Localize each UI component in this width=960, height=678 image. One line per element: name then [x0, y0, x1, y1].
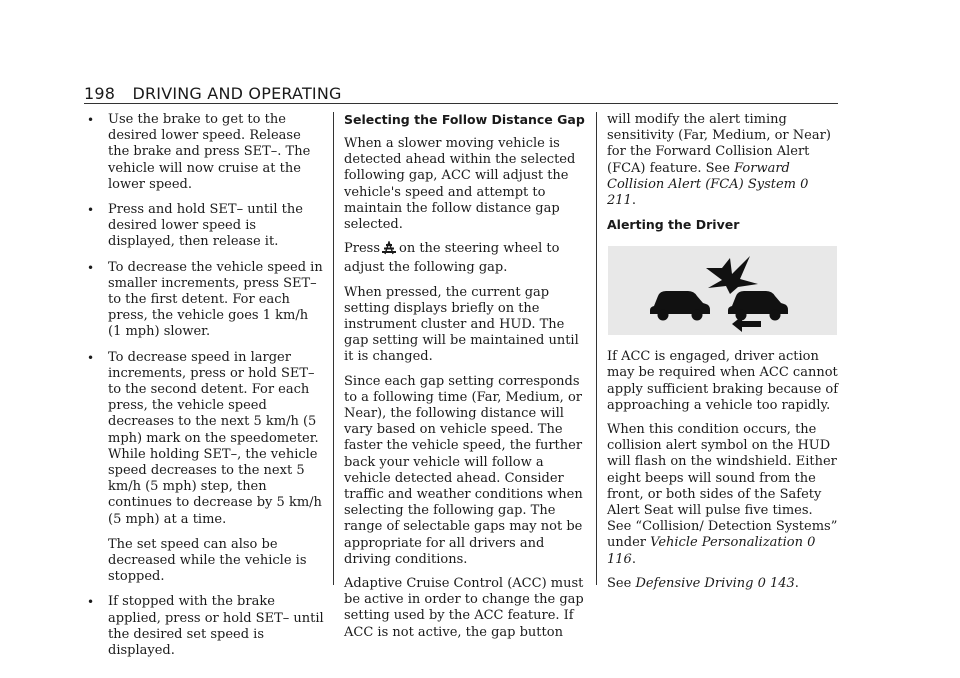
- bullet-icon: •: [87, 203, 95, 218]
- bullet-text: If stopped with the brake applied, press or hold SET– until the desired set speed is displayed.: [108, 594, 324, 659]
- paragraph-text: on the steering wheel to adjust the following gap.: [344, 241, 560, 276]
- paragraph: Adaptive Cruise Control (ACC) must be active in order to change the gap setting used by the ACC feature. If ACC is not active, the gap button: [344, 576, 584, 640]
- paragraph: See Defensive Driving 0 143.: [607, 575, 799, 591]
- bullet-icon: •: [87, 260, 95, 275]
- header-rule: [84, 103, 838, 104]
- page-header: [84, 84, 342, 103]
- bullet-item: [84, 202, 324, 251]
- following-gap-icon: [381, 241, 397, 260]
- paragraph: will modify the alert timing sensitivity (Far, Medium, or Near) for the Forward Collision Alert (FCA) feature. See Forward Collision Alert (FCA) System 0 211.: [607, 112, 831, 209]
- column-divider-2: [596, 112, 597, 585]
- cross-reference-link[interactable]: Defensive Driving: [635, 575, 754, 591]
- bullet-text: Use the brake to get to the desired lower speed. Release the brake and press SET–. The vehicle will now cruise at the lower speed.: [108, 112, 311, 192]
- bullet-item: [84, 112, 324, 193]
- collision-alert-icon: [608, 246, 837, 335]
- section-heading-alerting: Alerting the Driver: [607, 217, 740, 233]
- bullet-text: To decrease the vehicle speed in smaller increments, press SET– to the first detent. For each press, the vehicle goes 1 km/h (1 mph) slower.: [108, 259, 323, 340]
- section-heading-follow-gap: Selecting the Follow Distance Gap: [344, 112, 585, 127]
- section-title: DRIVING AND OPERATING: [132, 84, 342, 103]
- page-number: 198: [84, 84, 116, 103]
- column-divider-1: [333, 112, 334, 585]
- bullet-text: Press and hold SET– until the desired lower speed is displayed, then release it.: [108, 202, 303, 250]
- bullet-sub-paragraph: The set speed can also be decreased while the vehicle is stopped.: [108, 536, 307, 585]
- paragraph-text: Press: [344, 241, 380, 257]
- paragraph: [344, 241, 587, 276]
- bullet-text: To decrease speed in larger increments, press or hold SET– to the second detent. For each press, the vehicle speed decreases to the next 5 km/h (5 mph) mark on the speedometer. While holding SET–, the vehicle speed decreases to the next 5 km/h (5 mph) step, then continues to decrease by 5 km/h (5 mph) at a time.: [108, 349, 322, 527]
- bullet-item: [84, 350, 324, 528]
- bullet-item: [84, 594, 324, 659]
- page-reference[interactable]: 0 211: [607, 176, 809, 209]
- paragraph: When pressed, the current gap setting displays briefly on the instrument cluster and HUD. The gap setting will be maintained until it is changed.: [344, 284, 579, 365]
- paragraph: When a slower moving vehicle is detected ahead within the selected following gap, ACC will adjust the vehicle's speed and attempt to maintain the follow distance gap selected.: [344, 136, 576, 233]
- bullet-icon: •: [87, 350, 95, 365]
- paragraph: When this condition occurs, the collision alert symbol on the HUD will flash on the windshield. Either eight beeps will sound from the front, or both sides of the Safety Alert Seat will pulse five times. See “Collision/ Detection Systems” under Vehicle Personalization 0 116.: [607, 422, 838, 567]
- cross-reference-link[interactable]: Forward Collision Alert (FCA) System: [607, 160, 797, 192]
- paragraph: Since each gap setting corresponds to a following time (Far, Medium, or Near), the following distance will vary based on vehicle speed. The faster the vehicle speed, the further back your vehicle will follow a vehicle detected ahead. Consider traffic and weather conditions when selecting the following gap. The range of selectable gaps may not be appropriate for all drivers and driving conditions.: [344, 373, 583, 567]
- page-reference[interactable]: 0 143: [757, 575, 795, 591]
- bullet-icon: •: [87, 595, 95, 610]
- page-reference[interactable]: 0 116: [607, 535, 816, 567]
- bullet-item: [84, 260, 324, 341]
- column-right: [607, 112, 839, 600]
- collision-alert-figure: [608, 246, 837, 335]
- cross-reference-link[interactable]: Vehicle Personalization: [650, 535, 803, 551]
- paragraph: If ACC is engaged, driver action may be required when ACC cannot apply sufficient braking because of approaching a vehicle too rapidly.: [607, 349, 839, 413]
- bullet-icon: •: [87, 113, 95, 127]
- column-left: [84, 112, 324, 668]
- column-middle: [344, 112, 587, 649]
